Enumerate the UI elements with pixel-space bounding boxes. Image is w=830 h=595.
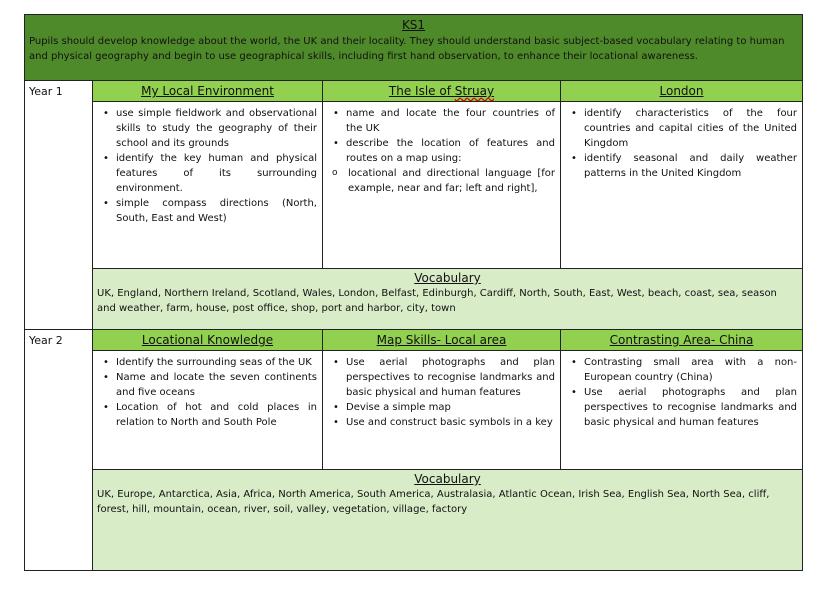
year1-topic1-heading-text: My Local Environment xyxy=(141,84,274,98)
curriculum-page xyxy=(24,14,802,571)
year2-vocab-text: UK, Europe, Antarctica, Asia, Africa, North America, South America, Australasia, Atlantic Ocean, Irish Sea, English Sea, North Sea, cliff, forest, hill, mountain, ocean, river, soil, valley, vegetation, village, factory xyxy=(97,489,770,515)
year2-topic1-list xyxy=(98,355,317,430)
list-item: • use simple fieldwork and observational skills to study the geography of their school and its grounds xyxy=(116,106,317,151)
list-item: • name and locate the four countries of the UK xyxy=(346,106,555,136)
year1-heading-row xyxy=(25,81,803,102)
ks1-title: KS1 xyxy=(401,18,426,32)
ks1-header-row xyxy=(25,15,803,81)
list-item: • identify characteristics of the four countries and capital cities of the United Kingdom xyxy=(584,106,797,151)
year1-topic3-list xyxy=(566,106,797,181)
list-item: • Devise a simple map xyxy=(346,400,555,415)
year2-topic1-heading xyxy=(93,330,323,351)
list-item: • describe the location of features and routes on a map using: xyxy=(346,136,555,166)
year1-topic2-list xyxy=(328,106,555,166)
year1-label: Year 1 xyxy=(29,85,63,98)
year2-vocab-row xyxy=(25,470,803,571)
year2-topic2-list xyxy=(328,355,555,430)
year1-topic1-list xyxy=(98,106,317,226)
year2-vocab-cell xyxy=(93,470,803,571)
list-item: • identify seasonal and daily weather patterns in the United Kingdom xyxy=(584,151,797,181)
list-item: • Use aerial photographs and plan perspectives to recognise landmarks and basic physical and human features xyxy=(346,355,555,400)
year1-vocab-title: Vocabulary xyxy=(414,271,481,285)
year1-topic2-content xyxy=(323,102,561,269)
year2-topic2-heading-text: Map Skills- Local area xyxy=(376,333,507,347)
list-item: • Location of hot and cold places in relation to North and South Pole xyxy=(116,400,317,430)
list-item: • identify the key human and physical features of its surrounding environment. xyxy=(116,151,317,196)
year2-topic3-heading xyxy=(561,330,803,351)
list-item: • simple compass directions (North, South, East and West) xyxy=(116,196,317,226)
year1-vocab-text: UK, England, Northern Ireland, Scotland, Wales, London, Belfast, Edinburgh, Cardiff, North, South, East, West, beach, coast, sea, season and weather, farm, house, post office, shop, port and harbor, city, town xyxy=(97,288,777,314)
ks1-description: Pupils should develop knowledge about the world, the UK and their locality. They should understand basic subject-based vocabulary relating to human and physical geography and begin to use geographical skills, including first hand observation, to enhance their locational awareness. xyxy=(29,36,785,62)
year1-topic1-heading xyxy=(93,81,323,102)
year1-content-row xyxy=(25,102,803,269)
year1-vocab-cell xyxy=(93,269,803,330)
year1-topic3-heading-text: London xyxy=(659,84,704,98)
ks1-geography-table xyxy=(24,14,803,571)
year2-label: Year 2 xyxy=(29,334,63,347)
year2-topic3-heading-text: Contrasting Area- China xyxy=(609,333,754,347)
year1-topic2-heading-word: Struay xyxy=(454,84,495,98)
list-item: • Use and construct basic symbols in a key xyxy=(346,415,555,430)
year1-label-cell xyxy=(25,81,93,330)
year1-vocab-row xyxy=(25,269,803,330)
year2-topic3-content xyxy=(561,351,803,470)
year1-topic1-content xyxy=(93,102,323,269)
year2-topic1-heading-text: Locational Knowledge xyxy=(141,333,274,347)
year2-topic3-list xyxy=(566,355,797,430)
year2-topic2-heading xyxy=(323,330,561,351)
list-item: o locational and directional language [for example, near and far; left and right], xyxy=(348,166,555,196)
year1-topic2-heading xyxy=(323,81,561,102)
year1-topic3-content xyxy=(561,102,803,269)
year2-content-row xyxy=(25,351,803,470)
year2-vocab-title: Vocabulary xyxy=(414,472,481,486)
list-item: • Name and locate the seven continents and five oceans xyxy=(116,370,317,400)
year1-topic2-heading-prefix: The Isle of xyxy=(388,84,455,98)
year2-label-cell xyxy=(25,330,93,571)
year2-heading-row xyxy=(25,330,803,351)
list-item: • Use aerial photographs and plan perspectives to recognise landmarks and basic physical and human features xyxy=(584,385,797,430)
year2-topic2-content xyxy=(323,351,561,470)
list-item: • Contrasting small area with a non-European country (China) xyxy=(584,355,797,385)
year1-topic3-heading xyxy=(561,81,803,102)
year2-topic1-content xyxy=(93,351,323,470)
ks1-header-cell xyxy=(25,15,803,81)
list-item: • Identify the surrounding seas of the UK xyxy=(116,355,317,370)
year1-topic2-sublist xyxy=(328,166,555,196)
